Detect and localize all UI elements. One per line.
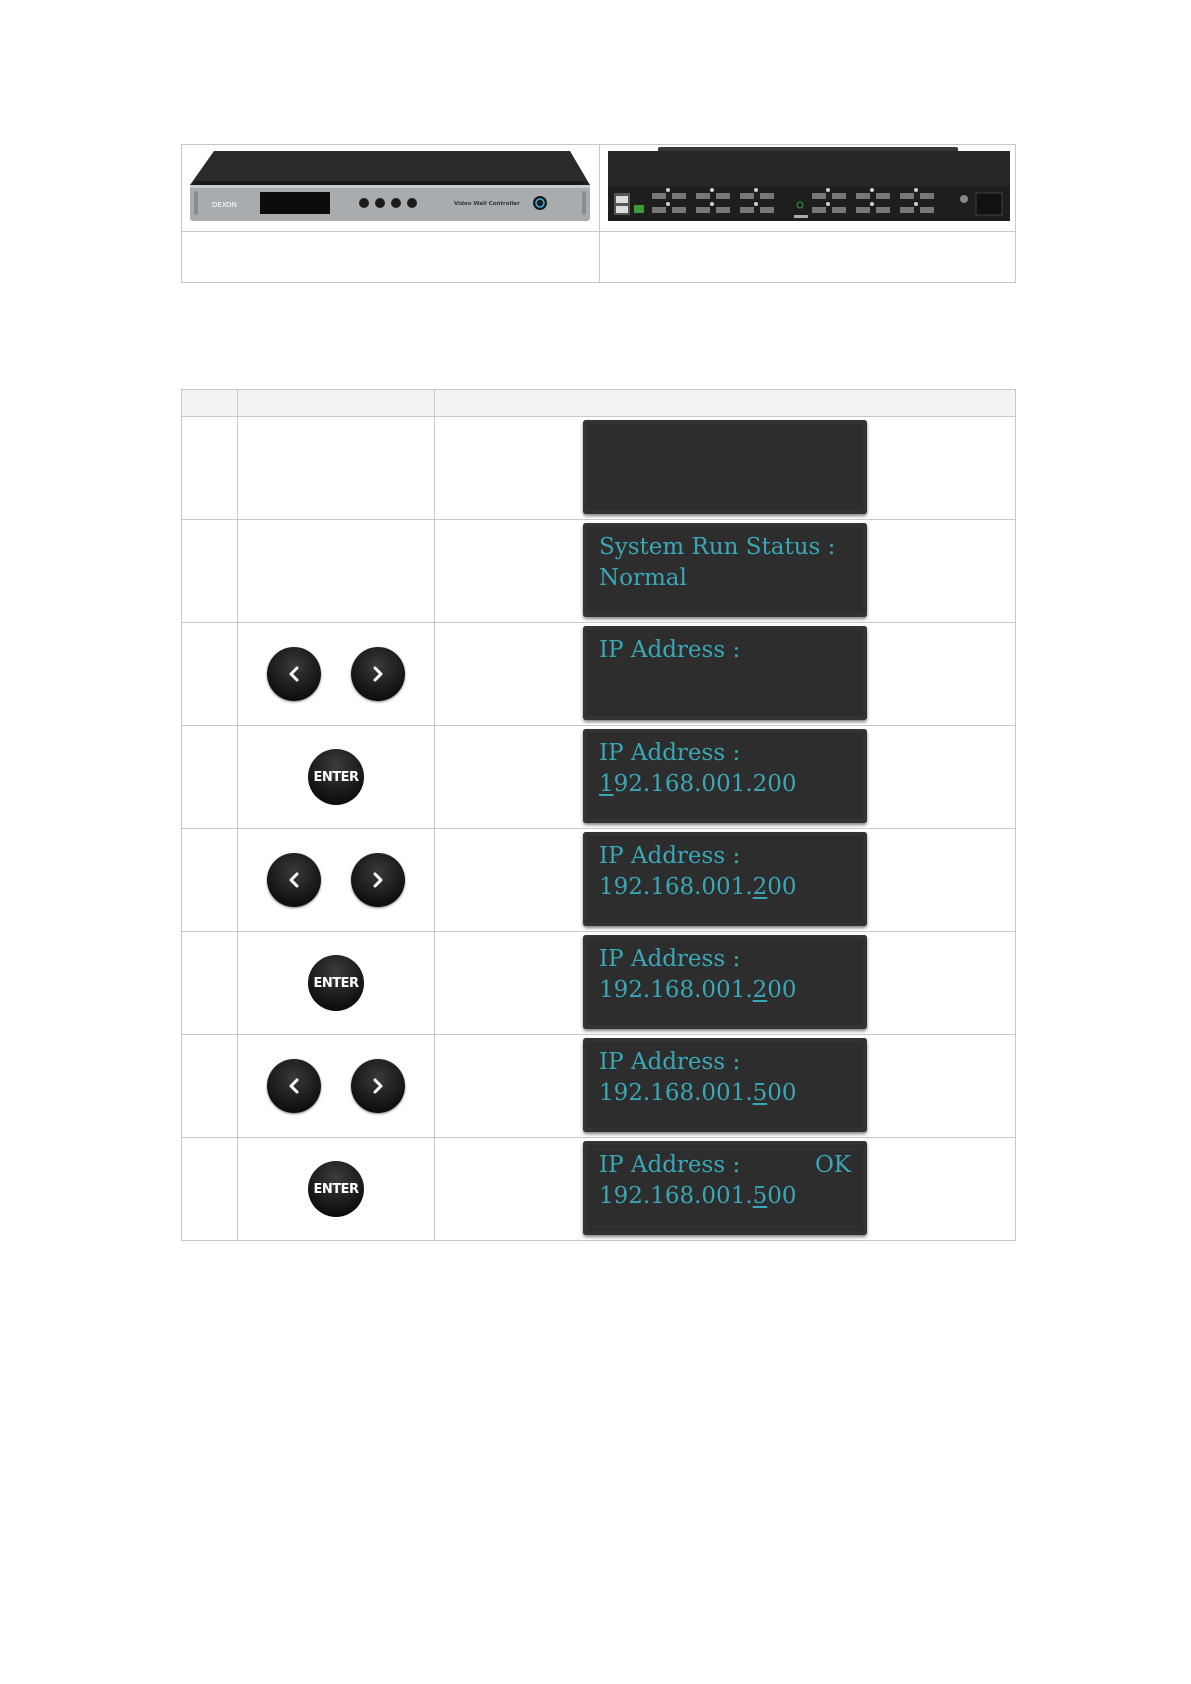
front-panel-caption	[182, 232, 600, 283]
display-cell	[435, 417, 1016, 520]
button-cell	[238, 726, 435, 829]
front-panel-model: Video Wall Controller	[454, 201, 520, 207]
table-header-row	[182, 390, 1016, 417]
lcd-line-2	[599, 769, 851, 800]
chevron-right-icon	[369, 1077, 387, 1095]
lcd-line-2	[599, 1078, 851, 1109]
lcd-line-1: IP Address :	[599, 1049, 741, 1075]
table-row	[182, 726, 1016, 829]
lcd-line-2-suffix: 00	[767, 1183, 797, 1209]
left-arrow-button[interactable]	[267, 1059, 321, 1113]
right-arrow-button[interactable]	[351, 853, 405, 907]
step-number-cell	[182, 520, 238, 623]
lcd-display	[583, 1141, 867, 1235]
right-arrow-button[interactable]	[351, 647, 405, 701]
step-number-cell	[182, 829, 238, 932]
lcd-line-1: IP Address :	[599, 843, 741, 869]
button-cell	[238, 623, 435, 726]
table-row	[182, 1035, 1016, 1138]
rear-panel-image	[600, 145, 1014, 227]
rear-panel-image-cell	[600, 145, 1016, 232]
device-images-table	[181, 144, 1016, 283]
lcd-display	[583, 935, 867, 1029]
display-cell	[435, 932, 1016, 1035]
step-number-cell	[182, 1138, 238, 1241]
chevron-right-icon	[369, 871, 387, 889]
lcd-line-2	[599, 975, 851, 1006]
table-row	[182, 520, 1016, 623]
ip-setup-procedure-table	[181, 389, 1016, 1241]
table-row	[182, 829, 1016, 932]
header-button	[238, 390, 435, 417]
header-step	[182, 390, 238, 417]
display-cell	[435, 1138, 1016, 1241]
lcd-display	[583, 1038, 867, 1132]
table-row	[182, 1138, 1016, 1241]
lcd-ok-indicator: OK	[814, 1152, 851, 1178]
button-cell	[238, 932, 435, 1035]
step-number-cell	[182, 417, 238, 520]
enter-button[interactable]: ENTER	[308, 1161, 364, 1217]
lcd-cursor-digit: 2	[752, 874, 768, 900]
step-number-cell	[182, 726, 238, 829]
lcd-cursor-digit: 5	[752, 1080, 768, 1106]
lcd-line-1-text: IP Address :	[599, 1152, 741, 1178]
button-cell	[238, 417, 435, 520]
left-arrow-button[interactable]	[267, 853, 321, 907]
front-panel-brand: DEXON	[212, 201, 237, 209]
step-number-cell	[182, 623, 238, 726]
display-cell	[435, 1035, 1016, 1138]
chevron-right-icon	[369, 665, 387, 683]
lcd-line-2-prefix: 192.168.001.	[599, 874, 753, 900]
lcd-display	[583, 832, 867, 926]
step-number-cell	[182, 932, 238, 1035]
header-display	[435, 390, 1016, 417]
lcd-line-2-prefix: 192.168.001.	[599, 1080, 753, 1106]
table-row	[182, 932, 1016, 1035]
table-row	[182, 623, 1016, 726]
left-arrow-button[interactable]	[267, 647, 321, 701]
enter-button[interactable]: ENTER	[308, 955, 364, 1011]
lcd-line-2-suffix: 00	[767, 977, 797, 1003]
display-cell	[435, 829, 1016, 932]
chevron-left-icon	[285, 871, 303, 889]
lcd-line-2: Normal	[599, 565, 687, 591]
chevron-left-icon	[285, 665, 303, 683]
lcd-line-2-prefix: 192.168.001.	[599, 1183, 753, 1209]
lcd-line-1	[599, 429, 851, 460]
lcd-line-2	[599, 1181, 851, 1212]
lcd-line-1: System Run Status :	[599, 534, 836, 560]
lcd-cursor-digit: 1	[599, 771, 614, 797]
lcd-line-2	[599, 460, 851, 491]
lcd-display	[583, 420, 867, 514]
lcd-cursor-digit: 2	[752, 977, 768, 1003]
lcd-display	[583, 729, 867, 823]
step-number-cell	[182, 1035, 238, 1138]
rear-panel-caption	[600, 232, 1016, 283]
lcd-line-2	[599, 666, 851, 697]
lcd-line-1: IP Address :	[599, 946, 741, 972]
right-arrow-button[interactable]	[351, 1059, 405, 1113]
lcd-display	[583, 523, 867, 617]
lcd-line-2-prefix: 192.168.001.	[599, 977, 753, 1003]
lcd-cursor-digit: 5	[752, 1183, 768, 1209]
lcd-line-1: IP Address :	[599, 637, 741, 663]
button-cell	[238, 520, 435, 623]
lcd-line-2	[599, 872, 851, 903]
lcd-line-1	[599, 1150, 851, 1181]
display-cell	[435, 520, 1016, 623]
button-cell	[238, 1035, 435, 1138]
button-cell	[238, 829, 435, 932]
enter-button[interactable]: ENTER	[308, 749, 364, 805]
lcd-line-2-suffix: 00	[767, 1080, 797, 1106]
lcd-line-1: IP Address :	[599, 740, 741, 766]
display-cell	[435, 623, 1016, 726]
display-cell	[435, 726, 1016, 829]
lcd-line-2-suffix: 92.168.001.200	[613, 771, 797, 797]
chevron-left-icon	[285, 1077, 303, 1095]
button-cell	[238, 1138, 435, 1241]
front-panel-image	[182, 145, 598, 227]
lcd-line-2-suffix: 00	[767, 874, 797, 900]
lcd-display	[583, 626, 867, 720]
table-row	[182, 417, 1016, 520]
front-panel-image-cell	[182, 145, 600, 232]
